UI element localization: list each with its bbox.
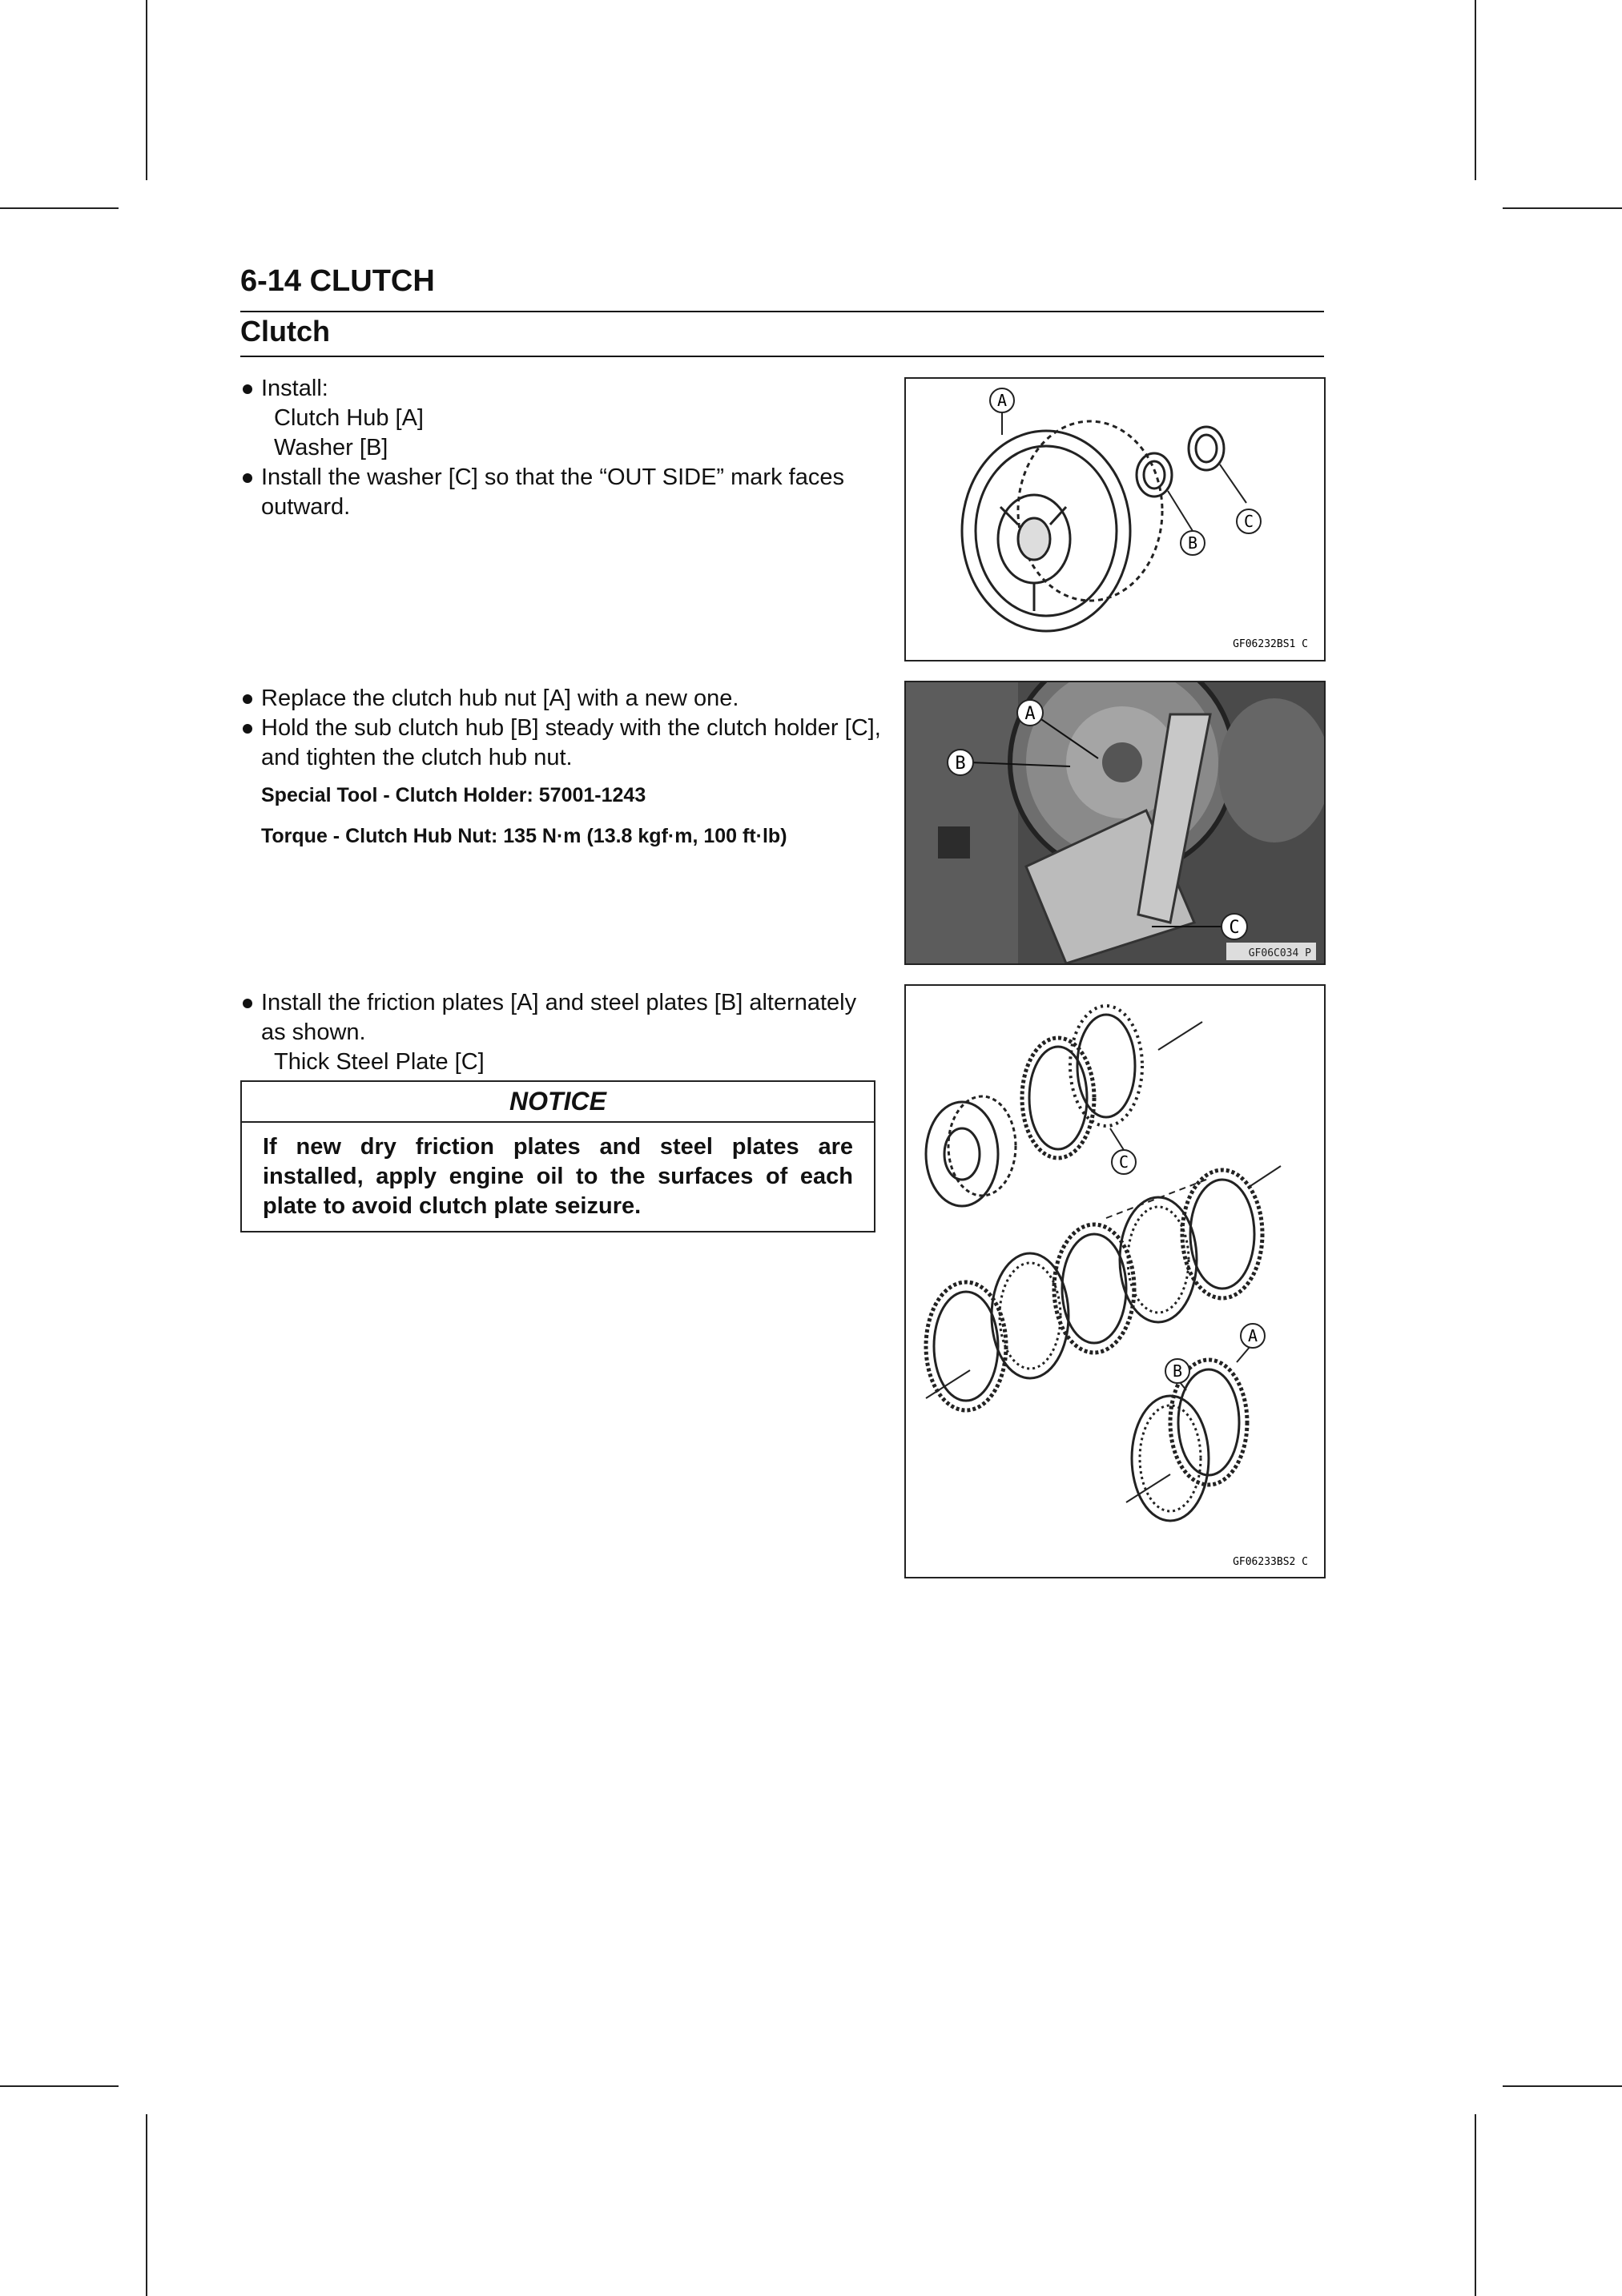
step-text: Install: [261,376,328,401]
list-item [240,988,881,1047]
crop-mark [146,2114,147,2296]
crop-mark [1503,2085,1622,2087]
notice-box [240,1080,875,1232]
list-subitem: Thick Steel Plate [C] [274,1049,485,1075]
callout-b: B [1187,533,1198,553]
figure-code: GF06232BS1 C [1233,638,1308,650]
crop-mark [0,207,119,209]
clutch-holder-photo [906,682,1324,963]
callout-c: C [1118,1152,1129,1172]
clutch-hub-drawing [906,379,1324,660]
list-item [240,714,881,773]
callout-b: B [1172,1361,1183,1381]
figure-clutch-hub [904,377,1326,661]
crop-mark [1475,2114,1476,2296]
crop-mark [1475,0,1476,180]
crop-mark [0,2085,119,2087]
step-text: Install the washer [C] so that the “OUT SIDE” mark faces outward. [261,464,844,520]
special-tool-spec: Special Tool - Clutch Holder: 57001-1243 [261,784,646,806]
header-rule [240,311,1324,312]
callout-a: A [1024,704,1036,724]
notice-body: If new dry friction plates and steel plates are installed, apply engine oil to the surfaces of each plate to avoid clutch plate seizure. [263,1134,853,1219]
crop-mark [146,0,147,180]
list-item [240,463,881,522]
step3-text [240,988,881,1077]
section-title: Clutch [240,315,330,348]
crop-mark [1503,207,1622,209]
callout-a: A [1247,1326,1258,1345]
figure-clutch-holder-photo [904,681,1326,965]
callout-c: C [1229,918,1240,938]
step-text: Replace the clutch hub nut [A] with a new one. [261,686,739,711]
list-item [240,684,881,714]
bullet-icon [243,473,252,483]
figure-code: GF06C034 P [1248,947,1311,959]
notice-title: NOTICE [242,1082,874,1123]
figure-code: GF06233BS2 C [1233,1556,1308,1568]
plate-stack-drawing [906,986,1324,1577]
list-subitem: Washer [B] [274,435,388,460]
list-item [240,374,881,404]
torque-spec: Torque - Clutch Hub Nut: 135 N·m (13.8 kgf·m, 100 ft·lb) [261,825,787,847]
step-text: Install the friction plates [A] and steel plates [B] alternately as shown. [261,990,857,1045]
callout-c: C [1243,512,1254,531]
callout-b: B [955,754,966,774]
step1-text [240,374,881,522]
section-rule [240,356,1324,357]
bullet-icon [243,384,252,394]
bullet-icon [243,999,252,1008]
callout-a: A [996,391,1008,410]
step2-text [240,684,881,851]
bullet-icon [243,724,252,734]
bullet-icon [243,694,252,704]
step-text: Hold the sub clutch hub [B] steady with the clutch holder [C], and tighten the clutch hub nut. [261,715,881,770]
page-title: 6-14 CLUTCH [240,264,435,298]
list-subitem: Clutch Hub [A] [274,405,424,431]
figure-plate-stack [904,984,1326,1578]
